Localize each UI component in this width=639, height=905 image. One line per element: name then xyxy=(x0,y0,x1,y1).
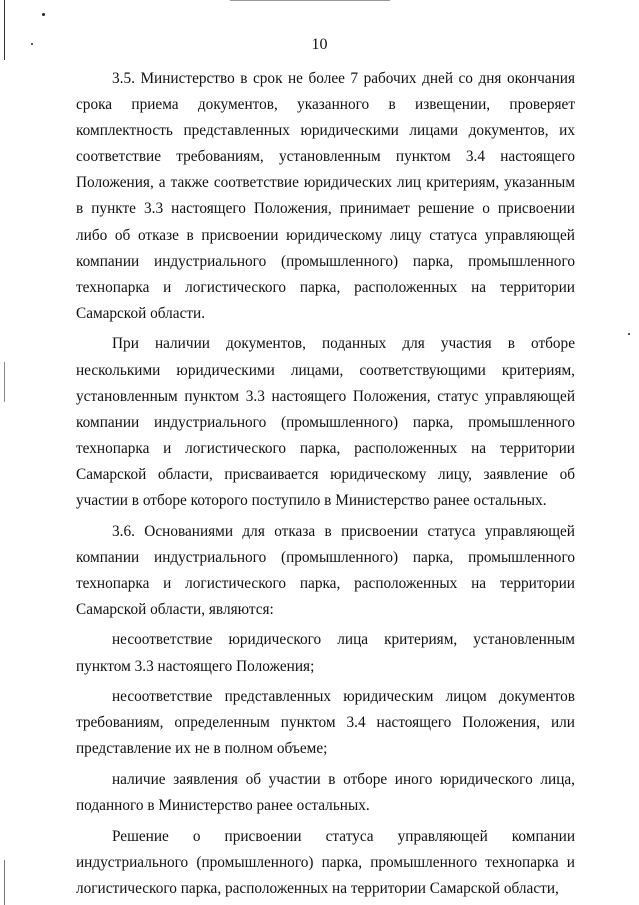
paragraph-3-6: 3.6. Основаниями для отказа в присвоении статуса управляющей компании индустриального (промышленного) парка, промышленного технопарка и логистического парка, расположенных на территории Самарской области, являются: xyxy=(76,522,575,618)
paragraph-decision: Решение о присвоении статуса управляющей компании индустриального (промышленного) парка, промышленного технопарка и логистического парка, расположенных на территории Самарской области, xyxy=(76,827,575,897)
paragraph-3-5: 3.5. Министерство в срок не более 7 рабочих дней со дня окончания срока приема документов, указанного в извещении, проверяет комплектность представленных юридическими лицами документов, их соответствие требованиям, установленным пунктом 3.4 настоящего Положения, а также соответствие юридических лиц критериям, указанным в пункте 3.3 настоящего Положения, принимает решение о присвоении либо об отказе в присвоении юридическому лицу статуса управляющей компании индустриального (промышленного) парка, промышленного технопарка и логистического парка, расположенных на территории Самарской области. xyxy=(76,70,575,322)
paragraph-refusal-ground-documents: несоответствие представленных юридическим лицом документов требованиям, определенным пунктом 3.4 настоящего Положения, или представление их не в полном объеме; xyxy=(76,688,575,758)
document-body xyxy=(76,66,575,902)
paragraph-multiple-applicants: При наличии документов, поданных для участия в отборе несколькими юридическими лицами, соответствующими критериям, установленным пунктом 3.3 настоящего Положения, статус управляющей компании индустриального (промышленного) парка, промышленного технопарка и логистического парка, расположенных на территории Самарской области, присваивается юридическому лицу, заявление об участии в отборе которого поступило в Министерство ранее остальных. xyxy=(76,335,575,509)
paragraph-refusal-ground-earlier-application: наличие заявления об участии в отборе иного юридического лица, поданного в Министерство ранее остальных. xyxy=(76,770,575,815)
scan-dot-right xyxy=(628,333,630,335)
scan-edge-mark-bottom-left xyxy=(4,860,5,905)
paragraph-refusal-ground-criteria: несоответствие юридического лица критериям, установленным пунктом 3.3 настоящего Положения; xyxy=(76,631,575,675)
page-number: 10 xyxy=(311,36,328,53)
scan-dot-top-left xyxy=(42,13,45,16)
scan-edge-mark-top xyxy=(230,0,390,1)
scan-edge-mark-left xyxy=(4,362,5,402)
